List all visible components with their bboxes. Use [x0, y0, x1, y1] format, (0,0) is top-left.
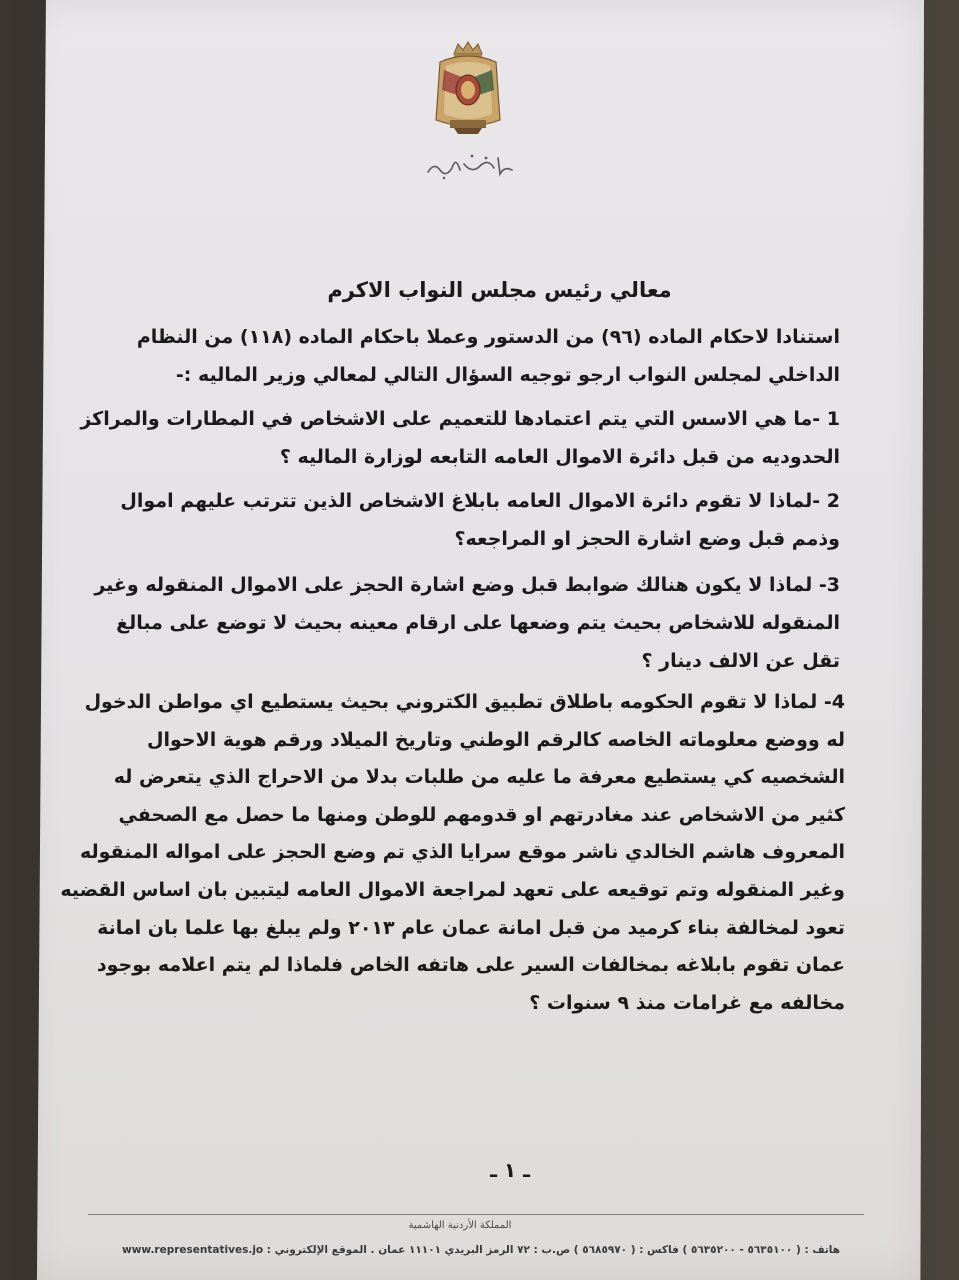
council-calligraphy-mark: [420, 144, 520, 184]
question-line: عمان تقوم بابلاغه بمخالفات السير على هاتفه الخاص فلماذا لم يتم اعلامه بوجود: [96, 954, 845, 977]
question-line: 1 -ما هي الاسس التي يتم اعتمادها للتعميم على الاشخاص في المطارات والمراكز: [80, 408, 840, 430]
question-line: تعود لمخالفة بناء كرميد من قبل امانة عمان عام ٢٠١٣ ولم يبلغ بها علما بان امانة: [97, 916, 845, 939]
question-line: مخالفه مع غرامات منذ ٩ سنوات ؟: [529, 991, 845, 1014]
intro-paragraph: [120, 318, 840, 394]
question-line: 4- لماذا لا تقوم الحكومه باطلاق تطبيق الكتروني بحيث يستطيع اي مواطن الدخول: [84, 691, 845, 713]
question-line: 3- لماذا لا يكون هنالك ضوابط قبل وضع اشارة الحجز على الاموال المنقوله وغير: [94, 574, 840, 596]
question-line: الشخصيه كي يستطيع معرفة ما عليه من طلبات بدلا من الاحراج الذي يتعرض له: [113, 766, 845, 789]
question-line: الحدوديه من قبل دائرة الاموال العامه التابعه لوزارة الماليه ؟: [279, 446, 840, 468]
footer-contact-info: هاتف : ( ٥٦٣٥١٠٠ - ٥٦٣٥٢٠٠ ) فاكس : ( ٥٦٨٥٩٧٠ ) ص.ب : ٧٢ الرمز البريدي ١١١٠١ عمان . الموقع الإلكتروني : www.representatives.jo: [122, 1244, 840, 1256]
question-line: 2 -لماذا لا تقوم دائرة الاموال العامه بابلاغ الاشخاص الذين تترتب عليهم اموال: [120, 490, 840, 512]
question-line: وذمم قبل وضع اشارة الحجز او المراجعه؟: [454, 528, 840, 550]
question-line: المعروف هاشم الخالدي ناشر موقع سرايا الذي تم وضع الحجز على امواله المنقوله: [79, 841, 845, 864]
salutation-text: معالي رئيس مجلس النواب الاكرم: [327, 278, 672, 302]
page-number: ـ ١ ـ: [490, 1158, 530, 1182]
jordan-royal-crest-icon: [430, 40, 506, 136]
question-4: [60, 684, 845, 1022]
salutation-line: [0, 278, 959, 302]
question-line: له ووضع معلوماته الخاصه كالرقم الوطني وتاريخ الميلاد ورقم هوية الاحوال: [147, 728, 845, 751]
footer-divider: [88, 1214, 864, 1215]
question-line: تقل عن الالف دينار ؟: [641, 650, 840, 672]
question-line: وغير المنقوله وتم توقيعه على تعهد لمراجعة الاموال العامه ليتبين بان اساس القضيه: [60, 878, 845, 901]
question-1: [80, 400, 840, 476]
intro-line: استنادا لاحكام الماده (٩٦) من الدستور وعملا باحكام الماده (١١٨) من النظام: [136, 326, 840, 348]
footer-brand: المملكة الأردنية الهاشمية: [408, 1220, 512, 1231]
question-line: المنقوله للاشخاص بحيث يتم وضعها على ارقام معينه بحيث لا توضع على مبالغ: [116, 612, 840, 634]
question-3: [94, 566, 840, 680]
question-line: كثير من الاشخاص عند مغادرتهم او قدومهم للوطن ومنها ما حصل مع الصحفي: [118, 803, 845, 826]
intro-line: الداخلي لمجلس النواب ارجو توجيه السؤال التالي لمعالي وزير الماليه :-: [175, 364, 840, 386]
question-2: [120, 482, 840, 558]
